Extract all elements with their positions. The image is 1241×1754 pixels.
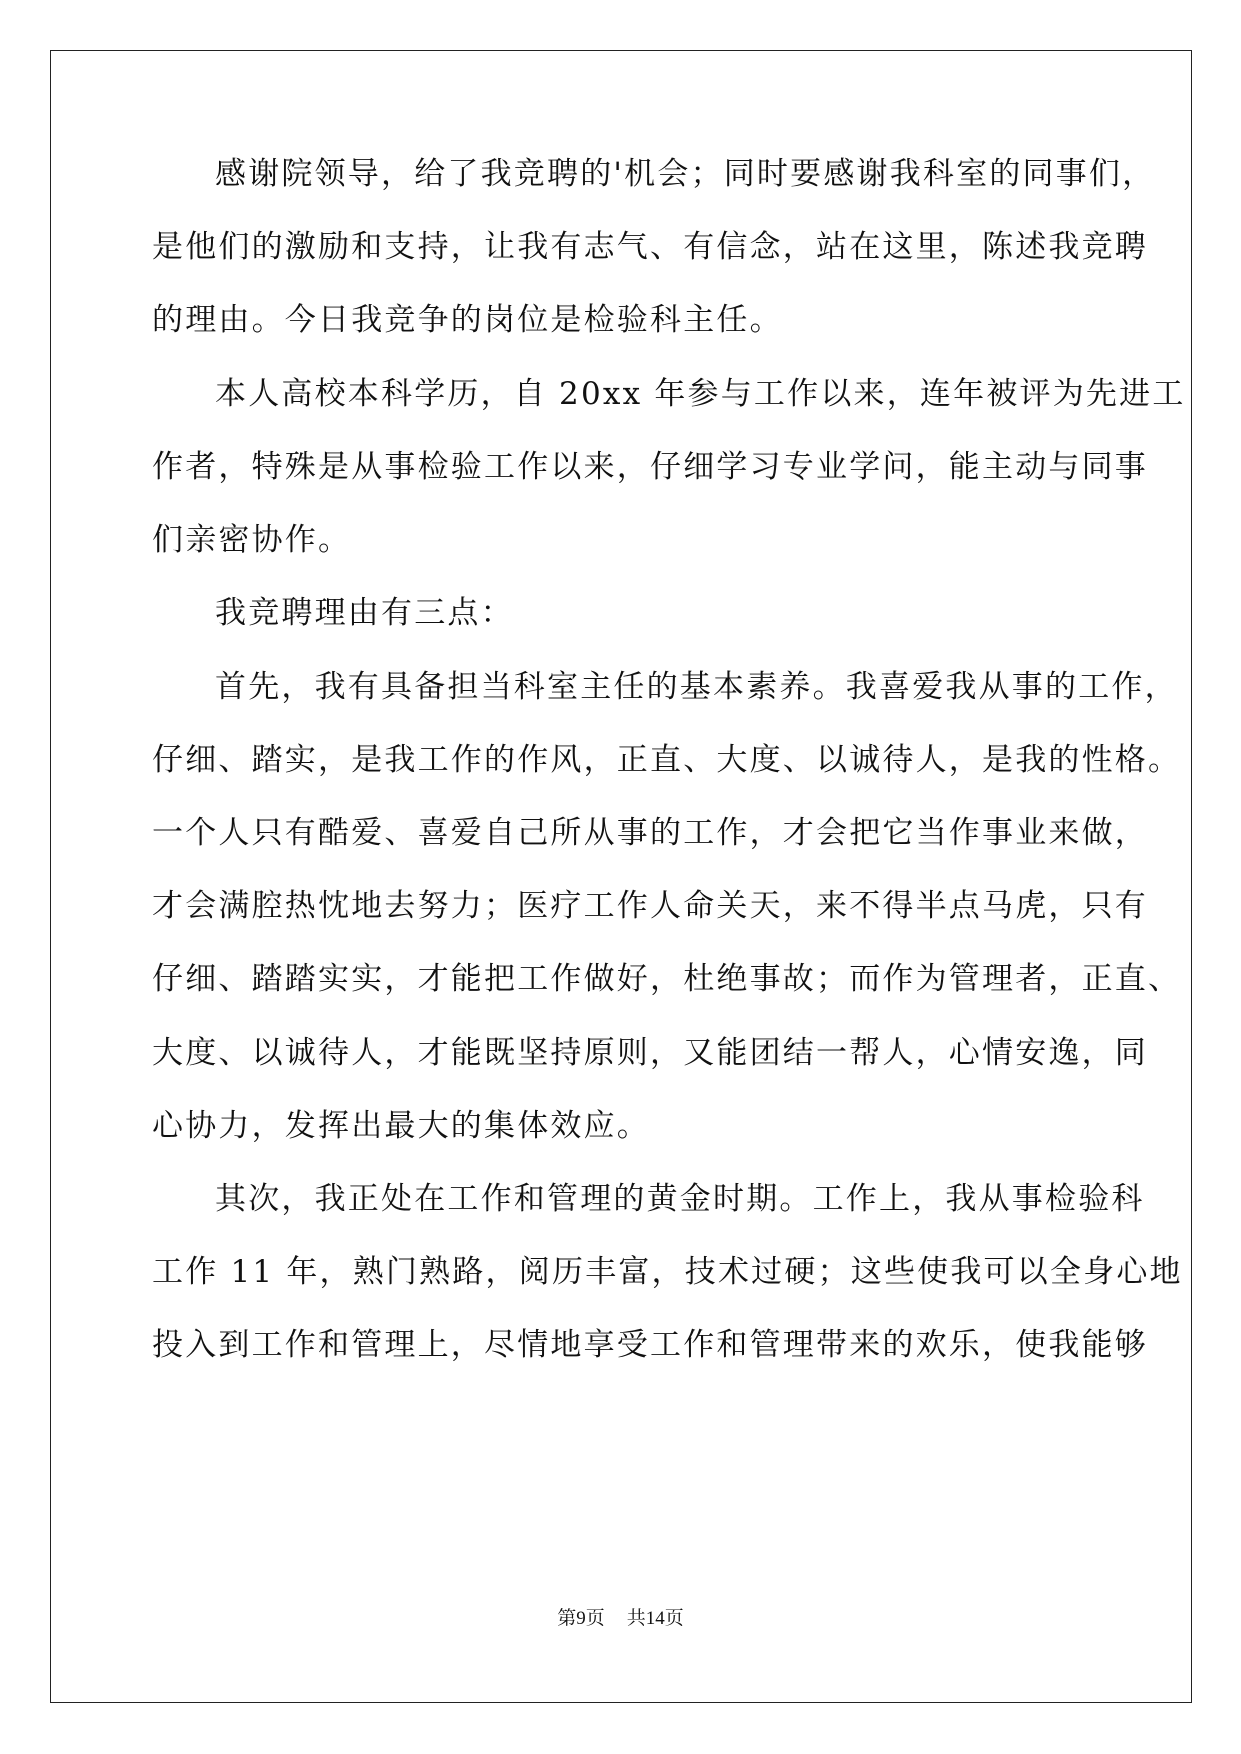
paragraph-line: 大度、以诚待人，才能既坚持原则，又能团结一帮人，心情安逸，同: [152, 1035, 1148, 1071]
paragraph-line: 才会满腔热忱地去努力；医疗工作人命关天，来不得半点马虎，只有: [152, 888, 1148, 924]
total-suffix: 页: [664, 1607, 684, 1629]
page-number: 9: [576, 1608, 586, 1629]
page-frame: [50, 50, 1192, 1703]
paragraph-line: 的理由。今日我竞争的岗位是检验科主任。: [152, 302, 783, 338]
paragraph-line: 我竞聘理由有三点：: [215, 595, 514, 631]
paragraph-line: 本人高校本科学历，自 20xx 年参与工作以来，连年被评为先进工: [215, 376, 1186, 412]
paragraph-line: 首先，我有具备担当科室主任的基本素养。我喜爱我从事的工作，: [215, 669, 1178, 705]
paragraph-line: 们亲密协作。: [152, 522, 352, 558]
paragraph-line: 感谢院领导，给了我竞聘的'机会；同时要感谢我科室的同事们，: [215, 156, 1156, 192]
page-prefix: 第: [557, 1607, 577, 1629]
paragraph-line: 是他们的激励和支持，让我有志气、有信念，站在这里，陈述我竞聘: [152, 229, 1148, 265]
total-pages: 14: [645, 1608, 665, 1629]
paragraph-line: 一个人只有酷爱、喜爱自己所从事的工作，才会把它当作事业来做，: [152, 815, 1148, 851]
paragraph-line: 其次，我正处在工作和管理的黄金时期。工作上，我从事检验科: [215, 1181, 1145, 1217]
total-pages-indicator: [627, 1607, 684, 1629]
page-suffix: 页: [585, 1607, 605, 1629]
paragraph-line: 投入到工作和管理上，尽情地享受工作和管理带来的欢乐，使我能够: [152, 1327, 1148, 1363]
paragraph-line: 仔细、踏实，是我工作的作风，正直、大度、以诚待人，是我的性格。: [152, 742, 1182, 778]
paragraph-line: 工作 11 年，熟门熟路，阅历丰富，技术过硬；这些使我可以全身心地: [152, 1254, 1183, 1290]
paragraph-line: 心协力，发挥出最大的集体效应。: [152, 1108, 650, 1144]
page-indicator: [557, 1607, 605, 1629]
total-prefix: 共: [626, 1607, 646, 1629]
paragraph-line: 作者，特殊是从事检验工作以来，仔细学习专业学问，能主动与同事: [152, 449, 1148, 485]
page-footer: [0, 1606, 1241, 1631]
paragraph-line: 仔细、踏踏实实，才能把工作做好，杜绝事故；而作为管理者，正直、: [152, 961, 1182, 997]
